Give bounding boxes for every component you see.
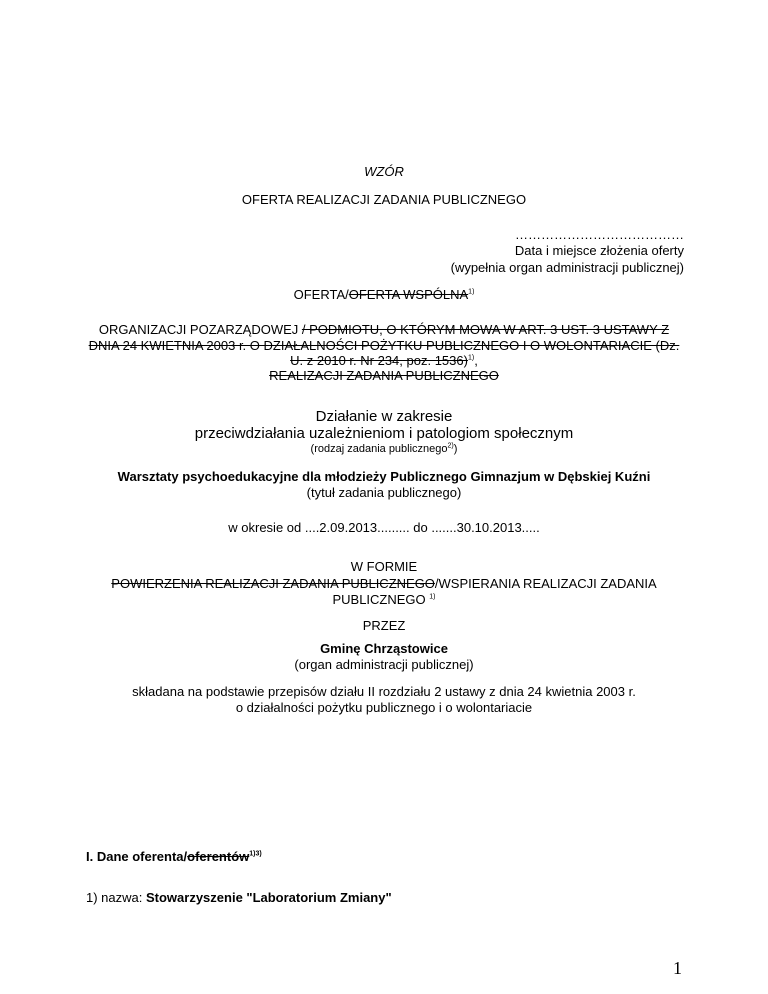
organization-struck-1: / PODMIOTU, O KTÓRYM MOWA W ART. 3 UST. 3 USTAWY Z bbox=[301, 322, 670, 337]
organization-tail: , bbox=[474, 353, 478, 368]
offeror-name-row bbox=[86, 890, 392, 905]
date-note: (wypełnia organ administracji publicznej) bbox=[450, 260, 684, 275]
document-title: OFERTA REALIZACJI ZADANIA PUBLICZNEGO bbox=[241, 192, 527, 207]
task-kind-caption-text: (rodzaj zadania publicznego bbox=[310, 443, 448, 455]
form-line-2 bbox=[0, 592, 768, 607]
organization-struck-3: U. z 2010 r. Nr 234, poz. 1536) bbox=[290, 353, 468, 368]
task-kind-caption bbox=[0, 443, 768, 455]
offer-type-main: OFERTA/ bbox=[293, 287, 349, 302]
form-struck: POWIERZENIA REALIZACJI ZADANIA PUBLICZNEGO bbox=[111, 576, 435, 591]
legal-line-1: składana na podstawie przepisów działu II rozdziału 2 ustawy z dnia 24 kwietnia 2003 r. bbox=[132, 684, 636, 699]
organization-struck-2: DNIA 24 KWIETNIA 2003 r. O DZIAŁALNOŚCI POŻYTKU PUBLICZNEGO I O WOLONTARIACIE (Dz. bbox=[88, 338, 680, 353]
organ-caption: (organ administracji publicznej) bbox=[294, 657, 474, 672]
task-kind-caption-end: ) bbox=[453, 443, 458, 455]
by-label: PRZEZ bbox=[362, 618, 406, 633]
offeror-name-value: Stowarzyszenie "Laboratorium Zmiany" bbox=[145, 890, 392, 905]
organization-main: ORGANIZACJI POZARZĄDOWEJ bbox=[98, 322, 299, 337]
task-title: Warsztaty psychoedukacyjne dla młodzieży Publicznego Gimnazjum w Dębskiej Kuźni bbox=[117, 469, 651, 484]
date-dots: ………………………………… bbox=[515, 227, 684, 242]
organization-line-3 bbox=[0, 353, 768, 368]
form-line-1 bbox=[0, 576, 768, 591]
task-kind-line-2: przeciwdziałania uzależnieniom i patologiom społecznym bbox=[194, 425, 574, 442]
task-title-caption: (tytuł zadania publicznego) bbox=[306, 485, 462, 500]
organization-footnote: 1) bbox=[467, 354, 475, 362]
page-number: 1 bbox=[673, 958, 682, 978]
offer-type bbox=[0, 287, 768, 302]
section-heading-main: I. Dane oferenta/ bbox=[86, 849, 188, 864]
form-label: W FORMIE bbox=[350, 559, 418, 574]
offer-type-footnote: 1) bbox=[468, 288, 475, 296]
section-heading-sup: 1)3) bbox=[249, 850, 262, 858]
organ-name: Gminę Chrząstowice bbox=[320, 641, 448, 656]
form-rest-2: PUBLICZNEGO bbox=[332, 592, 426, 607]
organization-line-1 bbox=[0, 322, 768, 337]
organization-struck-4: REALIZACJI ZADANIA PUBLICZNEGO bbox=[269, 368, 499, 383]
legal-line-2: o działalności pożytku publicznego i o wolontariacie bbox=[235, 700, 533, 715]
section-heading-struck: oferentów bbox=[187, 849, 250, 864]
date-label: Data i miejsce złożenia oferty bbox=[514, 243, 684, 258]
form-footnote: 1) bbox=[429, 593, 436, 601]
offeror-name-label: 1) nazwa: bbox=[86, 890, 146, 905]
template-label: WZÓR bbox=[364, 164, 404, 179]
task-kind-caption-sup: 2) bbox=[447, 442, 454, 450]
form-rest-1: /WSPIERANIA REALIZACJI ZADANIA bbox=[434, 576, 657, 591]
section-heading bbox=[86, 849, 262, 864]
task-period: w okresie od ....2.09.2013......... do .......30.10.2013..... bbox=[228, 520, 540, 535]
offer-type-struck: OFERTA WSPÓLNA bbox=[348, 287, 469, 302]
task-kind-line-1: Działanie w zakresie bbox=[315, 408, 453, 425]
